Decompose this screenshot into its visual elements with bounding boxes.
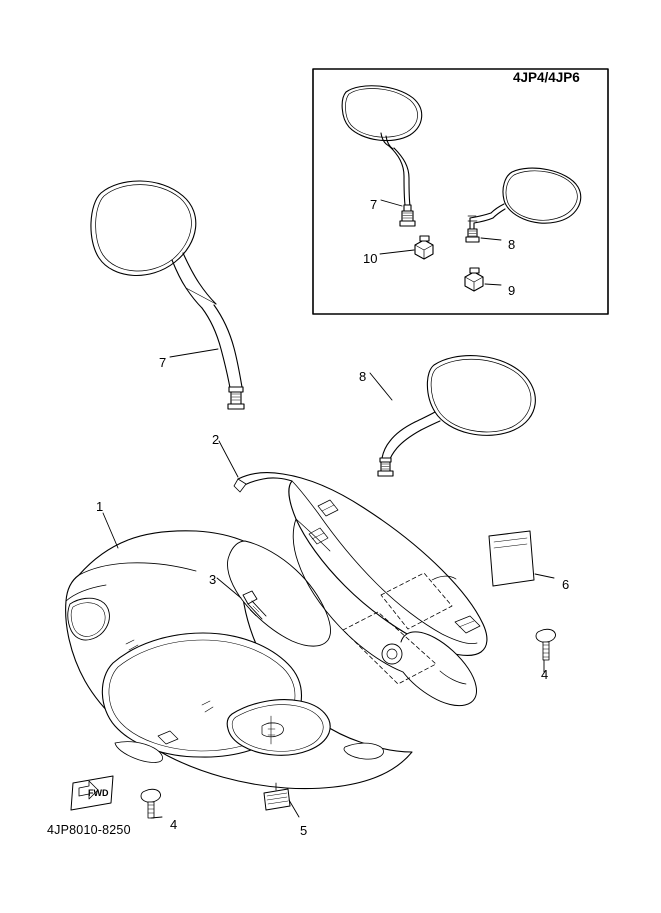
- callout-3: 3: [209, 572, 217, 587]
- inset-title: 4JP4/4JP6: [513, 70, 580, 85]
- callout-2: 2: [212, 432, 220, 447]
- callout-6: 6: [562, 577, 570, 592]
- callout-10-inset: 10: [363, 251, 378, 266]
- callout-1: 1: [96, 499, 104, 514]
- main-mirror-right: [370, 356, 535, 476]
- callout-7-main: 7: [159, 355, 167, 370]
- callout-8-main: 8: [359, 369, 367, 384]
- callout-7-inset: 7: [370, 197, 378, 212]
- fwd-label: FWD: [88, 788, 109, 798]
- callout-5: 5: [300, 823, 308, 838]
- part-bolt-4-left: [141, 789, 161, 818]
- part-label-6: [489, 531, 534, 586]
- callout-8-inset: 8: [508, 237, 516, 252]
- part-bolt-4-right: [536, 629, 556, 660]
- cowling-assembly: [66, 441, 556, 818]
- main-mirror-left: [91, 181, 244, 409]
- callout-9-inset: 9: [508, 283, 516, 298]
- callout-4-left: 4: [170, 817, 178, 832]
- diagram-part-number: 4JP8010-8250: [47, 823, 131, 837]
- callout-4-right: 4: [541, 667, 549, 682]
